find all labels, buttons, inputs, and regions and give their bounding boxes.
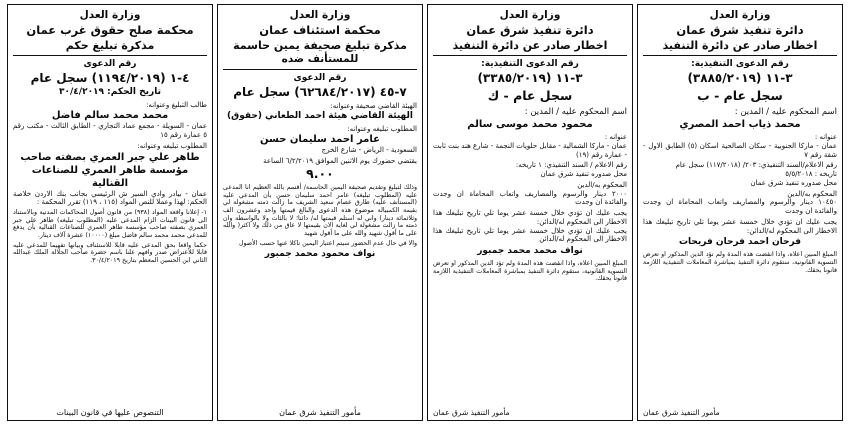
case-number-value: ٣-١١ (٣٨٨٥/٢٠١٩) (687, 70, 793, 85)
debtor-address: عمان - ماركا الشمالية - مقابل حلويات النجمة - شارع هند بنت ثابت - عمارة رقم (١٩) (433, 141, 627, 159)
notice-column-east-1 (427, 4, 633, 421)
register-value: سجل عام - ب (697, 87, 783, 103)
notice-title: مذكرة تبليغ صحيفة يمين حاسمة (233, 38, 407, 52)
party1-name: الهيئة القاضي هيئة احمد الطعاني (حقوق) (227, 110, 413, 121)
notice-header (643, 9, 837, 52)
judgment-date: تاريخ الحكم: ٣٠/٤/٢٠١٩ (59, 86, 161, 97)
debtor-label: اسم المحكوم عليه / المدين : (524, 107, 627, 118)
department-label: دائرة تنفيذ شرق عمان (676, 23, 804, 38)
party2-label: المطلوب تبليغه وعنوانه: (347, 124, 417, 133)
defendant-label: المطلوب تبليغه وعنوانه: (137, 141, 207, 150)
officer-footer: مأمور التنفيذ شرق عمان (433, 408, 510, 417)
notice-header (433, 9, 627, 52)
debtor-name: محمود محمد موسى سالم (467, 119, 593, 131)
creditor-name: فرحان احمد فرحان فريحات (678, 237, 802, 248)
creditor-name: نواف محمد محمد جمبور (477, 246, 583, 257)
notice-header (223, 9, 417, 66)
plaintiff-name: محمد محمد سالم فاضل (51, 110, 169, 122)
notice-title: مذكرة تبليغ حكم (65, 38, 155, 52)
defendant-name: طاهر علي جبر العمري بصفته صاحب مؤسسة طاهر العمري للصناعات القنالية (20, 151, 200, 189)
execution-doc-label: رقم الاعلام/السند التنفيذي: ٢٠٣/ (١١٧/٢٠١٨) سجل عام (675, 161, 837, 170)
department-label: دائرة تنفيذ شرق عمان (466, 23, 594, 38)
plaintiff-label: طالب التبليغ وعنوانه: (146, 100, 207, 109)
execution-doc-label: رقم الاعلام / السند التنفيذي: ١ تاريخه: (515, 161, 627, 170)
issuing-office: محل صدوره تنفيذ شرق عمان (540, 170, 627, 179)
debtor-address-label: عنوانه : (814, 133, 837, 142)
ministry-label: وزارة العدل (289, 9, 351, 21)
divider (223, 69, 417, 70)
notice-header (13, 9, 207, 52)
issuing-office: محل صدوره تنفيذ شرق عمان (750, 178, 837, 187)
debtor-name: محمد ذياب احمد المصري (679, 119, 801, 131)
payment-clause-2: يجب عليك ان تؤدي خلال خمسة عشر يوما تلي تاريخ تبليغك هذا الاخطار الى المحكوم له/الدائن (433, 226, 627, 244)
case-number-value: ٤-١ (١١٩٤/٢٠١٩) سجل عام (30, 70, 190, 85)
ministry-label: وزارة العدل (79, 9, 141, 21)
party2-name: عامر احمد سليمان حسن (260, 134, 380, 146)
party2-address: السعودية - الرياض - شارع الخرج (321, 146, 417, 155)
case-number-value: ٧-٤٥ (٦٢٦٨٤/٢٠١٧) سجل عام (233, 85, 407, 100)
plaintiff-address: عمان - السويلة - مجمع عماد التجاري - الطابق الثالث - مكتب رقم ٥ عمارة رقم ١٥ (13, 122, 207, 140)
judgment-body-2: حكما واقعا بحق المدعى عليه قابلا للاستئناف وبيانها تفهيما للمدعي عليه قابلا للاعتراض صدر وافهم علنا باسم حضرة صاحب الجلالة الملك عبدالله الثاني ابن الحسين المعظم بتاريخ ٣٠/٤/٢٠١٩. (13, 241, 207, 265)
notice-column-appeal (217, 4, 423, 421)
statement-text: المبلغ المبين اعلاه، واذا انقضت هذه المدة ولم تؤد الدين المذكور او تعرض التسوية القانونية، ستقوم دائرة التنفيذ بمباشرة المعاملات التنفيذية اللازمة قانونا بحقك. (643, 251, 837, 274)
amount-label: المحكوم به/الدين (577, 180, 627, 189)
case-number-label: رقم الدعوى (293, 73, 347, 84)
statement-text: المبلغ المبين اعلاه، واذا انقضت هذه المدة ولم تؤد الدين المذكور او تعرض التسوية القانونية، ستقوم دائرة التنفيذ بمباشرة المعاملات التنفيذية اللازمة قانونا بحقك. (433, 259, 627, 283)
payment-clause: يجب عليك ان تؤدي خلال خمسة عشر يوما تلي تاريخ تبليغك هذا الاخطار الى المحكوم له/الدائن: (643, 217, 837, 235)
register-value: سجل عام - ك (487, 87, 573, 103)
amount-value: ١٠٤٥٠ دينار والرسوم والمصاريف واتعاب المحاماة ان وجدت والفائدة ان وجدت (643, 198, 837, 216)
case-number-label: رقم الدعوى التنفيذية: (691, 59, 789, 70)
debtor-address-label: عنوانه : (604, 133, 627, 142)
payment-clause: يجب عليك ان تؤدي خلال خمسة عشر يوما تلي تاريخ تبليغك هذا الاخطار الى المحكوم له/الدائن: (433, 209, 627, 226)
officer-footer: مأمور التنفيذ شرق عمان (643, 408, 720, 417)
case-number-label: رقم الدعوى (83, 59, 137, 70)
ministry-label: وزارة العدل (709, 9, 771, 21)
notice-subtitle: للمستأنف ضده (281, 53, 359, 66)
amount-value: ٢٠٠٠ دينار والرسوم والمصاريف واتعاب المحاماة ان وجدت والفائدة ان وجدت (433, 189, 627, 207)
notice-title: اخطار صادر عن دائرة التنفيذ (662, 38, 818, 52)
execution-doc-date: تاريخه : ٥/٥/٢٠١٨ (785, 170, 837, 179)
hearing-text: يقتضي حضورك يوم الاثنين الموافق ٦/٢/٢٠١٩ الساعة (263, 157, 417, 165)
court-label: محكمة صلح حقوق غرب عمان (26, 23, 194, 38)
hearing-time: ٩.٠٠ (306, 165, 334, 181)
case-number-label: رقم الدعوى التنفيذية: (481, 59, 579, 70)
notice-column-east-2 (637, 4, 843, 421)
oath-body: وذلك لتبليغ وتقديم صحيفة اليمين الحاسمة/ أقسم بالله العظيم انا المدعى عليه (المطلوب تبليغه) عامر احمد سليمان حسن بأن المدعي عليه (المستأنف عليه) طارق عصام سعيد الشريف ما زالت ذمته مشغولة لي بقيمة الكمبيالة موضوع هذه الدعوى والبالغ قيمتها واحد وعشرون الف وثلاثمائة دينار) واني له استلم قيمتها له/ دائنا؛ لا بالثات ولا بالواسطة وان ذمته ما زالت مشغولة لي لغاية الان بقيمتها لا عاق من ذلك ولا اكثر( والله على ما أقول شهيد والله على ما أقول شهيد (223, 184, 417, 238)
case-number-value: ٣-١١ (٣٣٨٥/٢٠١٩) (477, 70, 583, 85)
debtor-label: اسم المحكوم عليه / المدين : (734, 107, 837, 118)
divider (643, 55, 837, 56)
oath-body-2: والا في حال عدم الحضور سيتم اعتبار اليمين ناكلا عنها حسب الأصول (238, 239, 417, 247)
notice-title: اخطار صادر عن دائرة التنفيذ (452, 38, 608, 52)
divider (13, 55, 207, 56)
court-label: محكمة استئناف عمان (259, 23, 381, 38)
notice-column-west-judgment (7, 4, 213, 421)
ministry-label: وزارة العدل (499, 9, 561, 21)
divider (433, 55, 627, 56)
amount-label: المحكوم به/الدين (787, 189, 837, 198)
party1-label: الهيئة القاضي صحيفة وعنوانه: (330, 102, 417, 111)
law-footer: التنصوص عليها في قانون البينات (56, 408, 164, 417)
officer-footer: مأمور التنفيذ شرق عمان (279, 408, 361, 417)
signatory-name: نواف محمود محمد جمبور (264, 249, 376, 260)
defendant-address: عمان - بيادر وادي السير ش الرئيسي بجانب بنك الاردن خلاصة الحكم: لهذا وعملا للنص المواد (١١٥ ، ١١٩) تقرر المحكمة : (13, 189, 207, 207)
judgment-body: ١- إعلانا واقعة المواد (٩٣٨) من قانون أصول المحاكمات المدنية وبالاستناد الى قانون البينات الزام المدعى عليه (المطلوب تبليغه) طاهر علي جبر العمري بصفته صاحب مؤسسة طاهر العمري للصناعات القنالية بأن يدفع للمدعي محمد محمد سالم فاضل مبلغ (١٠٠٠٠) عشرة آلاف دينار. (13, 209, 208, 240)
debtor-address: عمان - ماركا الجنوبية - سكان الصالحية اسكان (٥) الطابق الاول - شقة رقم ٧ (643, 141, 837, 159)
